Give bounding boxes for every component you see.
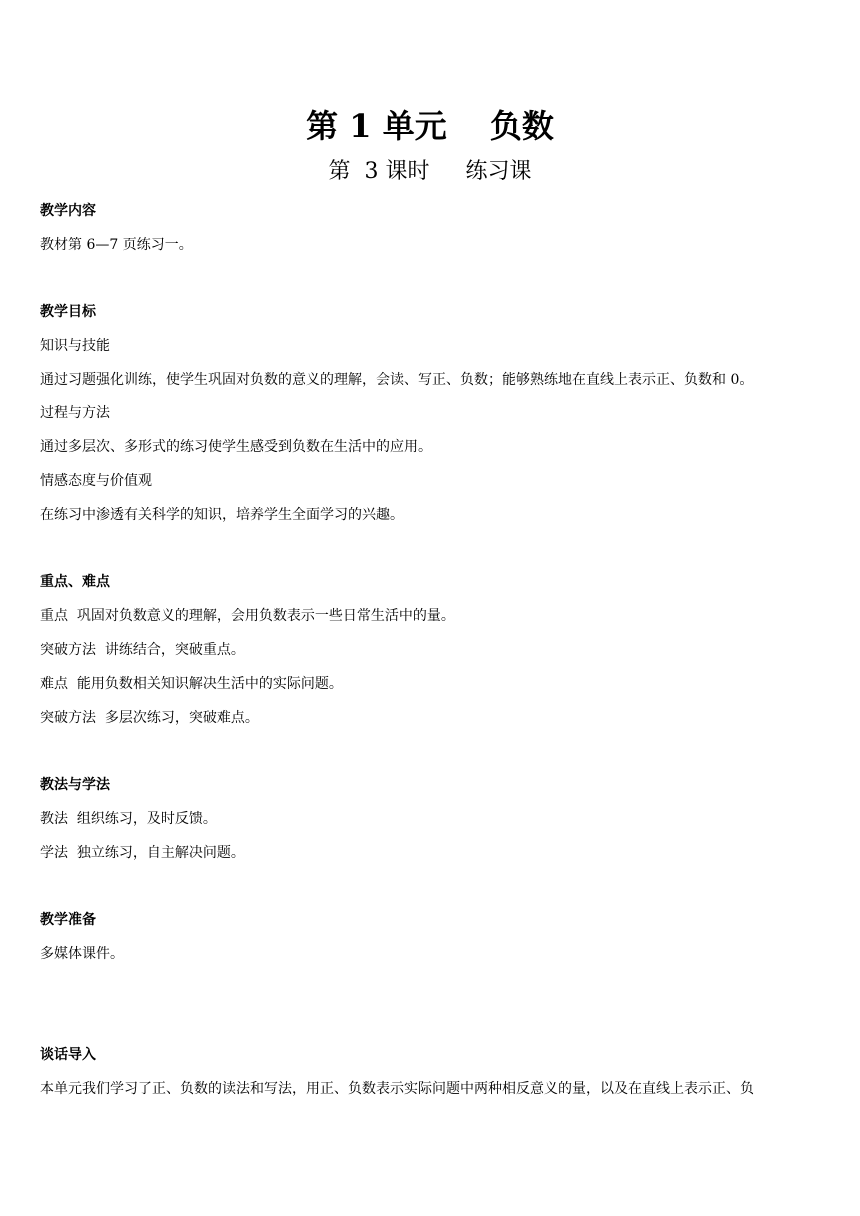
lesson-subtitle: 第 3 课时 练习课 (328, 159, 532, 184)
section-heading-methods: 教法与学法 (40, 777, 110, 793)
learning-method: 学法 独立练习，自主解决问题。 (40, 845, 245, 861)
goal-process-text: 通过多层次、多形式的练习使学生感受到负数在生活中的应用。 (40, 439, 432, 455)
section-heading-prep: 教学准备 (40, 912, 96, 928)
content-text: 教材第 6—7 页练习一。 (40, 237, 193, 253)
section-heading-intro: 谈话导入 (40, 1047, 96, 1063)
goal-emotion-label: 情感态度与价值观 (40, 473, 152, 489)
goal-process-label: 过程与方法 (40, 405, 110, 421)
goal-knowledge-label: 知识与技能 (40, 338, 110, 354)
keypoint-focus: 重点 巩固对负数意义的理解，会用负数表示一些日常生活中的量。 (40, 608, 455, 624)
keypoint-difficulty: 难点 能用负数相关知识解决生活中的实际问题。 (40, 676, 343, 692)
goal-emotion-text: 在练习中渗透有关科学的知识，培养学生全面学习的兴趣。 (40, 507, 404, 523)
section-heading-goals: 教学目标 (40, 304, 96, 320)
teaching-method: 教法 组织练习，及时反馈。 (40, 811, 217, 827)
intro-text: 本单元我们学习了正、负数的读法和写法，用正、负数表示实际问题中两种相反意义的量，以及在直线上表示正、负 (40, 1081, 754, 1097)
section-heading-keypoints: 重点、难点 (40, 574, 110, 590)
prep-text: 多媒体课件。 (40, 946, 124, 962)
unit-title: 第 1 单元 负数 (306, 107, 554, 145)
section-heading-content: 教学内容 (40, 203, 96, 219)
keypoint-focus-method: 突破方法 讲练结合，突破重点。 (40, 642, 245, 658)
goal-knowledge-text: 通过习题强化训练，使学生巩固对负数的意义的理解，会读、写正、负数；能够熟练地在直线上表示正、负数和 0。 (40, 372, 754, 388)
keypoint-difficulty-method: 突破方法 多层次练习，突破难点。 (40, 710, 259, 726)
